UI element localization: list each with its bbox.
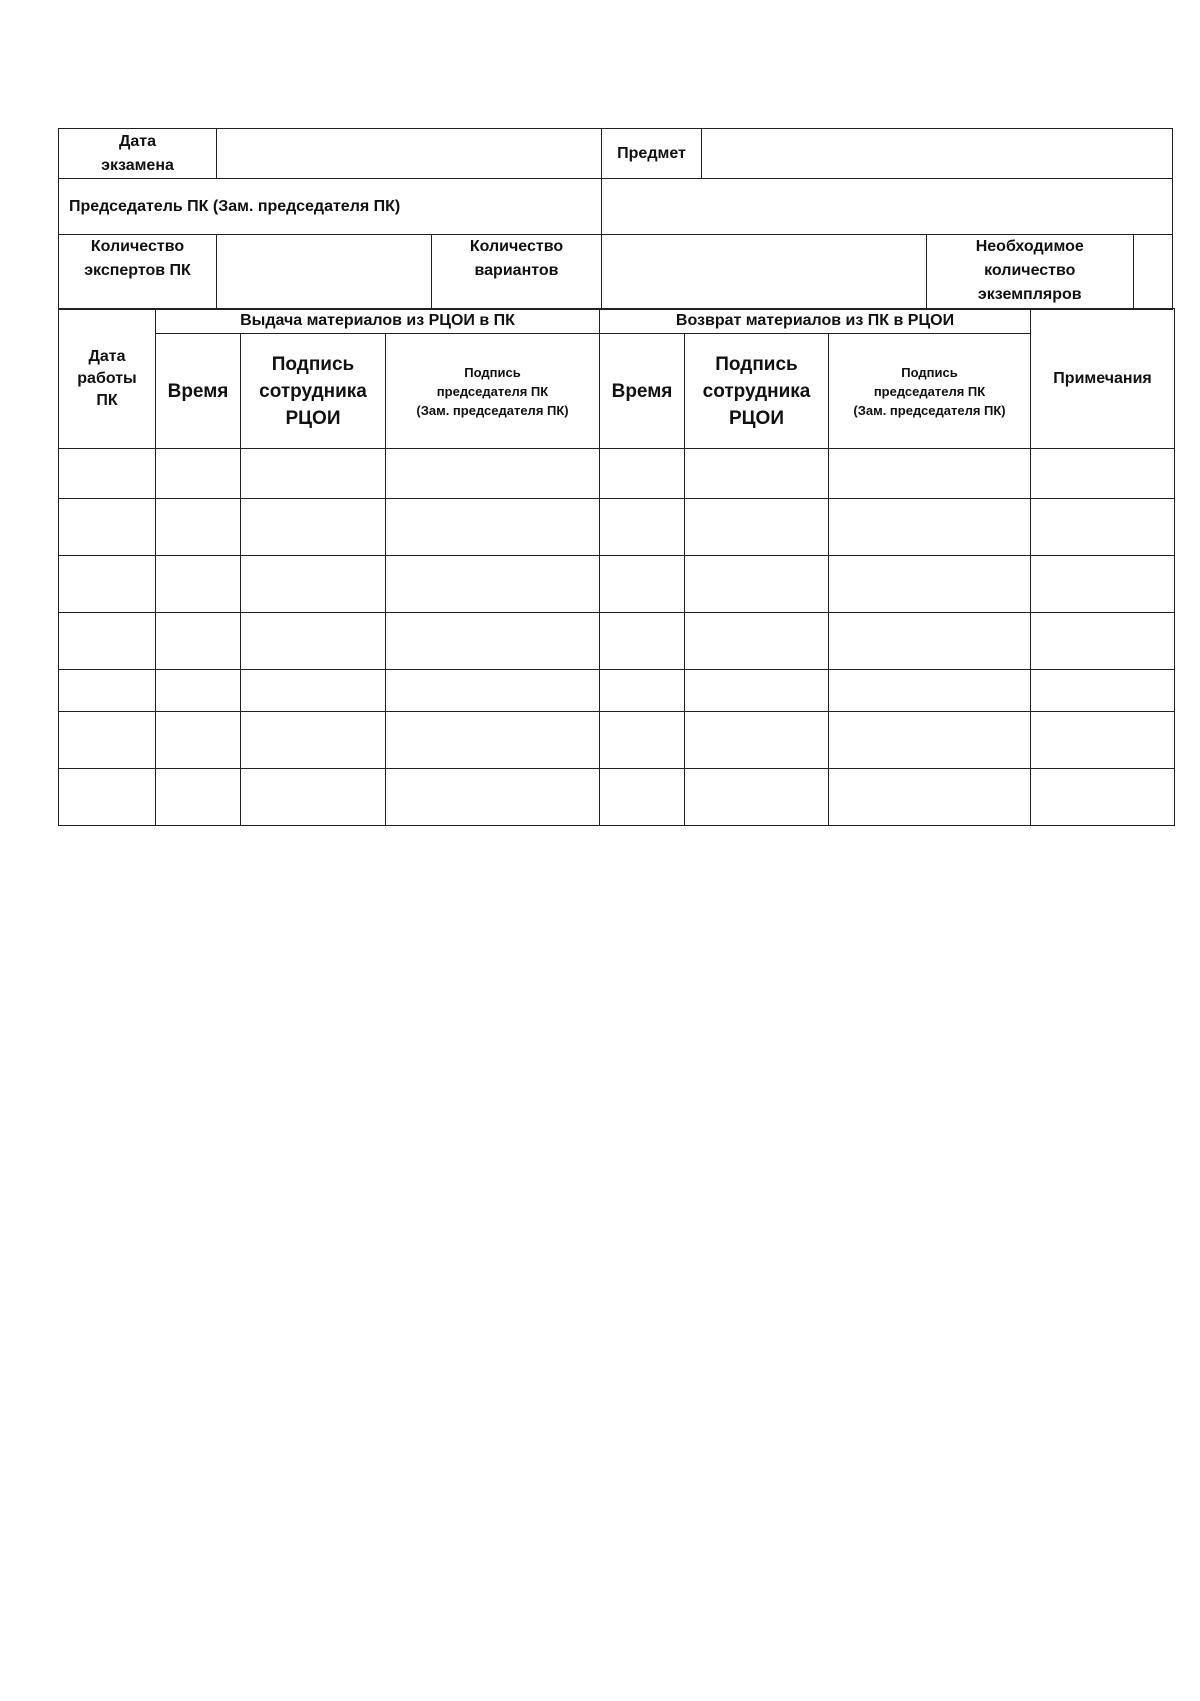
table-cell[interactable] xyxy=(156,556,241,613)
experts-count-label: Количество экспертов ПК xyxy=(59,235,217,310)
issue-group-header: Выдача материалов из РЦОИ в ПК xyxy=(156,309,600,334)
table-cell[interactable] xyxy=(241,556,386,613)
table-row xyxy=(59,769,1175,826)
table-cell[interactable] xyxy=(1031,769,1175,826)
table-cell[interactable] xyxy=(59,556,156,613)
table-cell[interactable] xyxy=(59,769,156,826)
table-cell[interactable] xyxy=(59,613,156,670)
copies-needed-inner xyxy=(927,235,1173,309)
return-chairman-signature-line2: председателя ПК xyxy=(873,383,986,399)
table-cell[interactable] xyxy=(386,499,600,556)
return-time-header: Время xyxy=(600,334,685,449)
table-cell[interactable] xyxy=(600,449,685,499)
exam-date-label: Дата экзамена xyxy=(59,129,217,179)
return-group-header: Возврат материалов из ПК в РЦОИ xyxy=(600,309,1031,334)
table-cell[interactable] xyxy=(685,613,829,670)
table-cell[interactable] xyxy=(156,769,241,826)
table-cell[interactable] xyxy=(1031,670,1175,712)
table-cell[interactable] xyxy=(685,712,829,769)
subject-field[interactable] xyxy=(702,129,1173,179)
table-cell[interactable] xyxy=(1031,499,1175,556)
table-row xyxy=(59,712,1175,769)
table-cell[interactable] xyxy=(59,712,156,769)
table-cell[interactable] xyxy=(156,449,241,499)
table-cell[interactable] xyxy=(386,556,600,613)
table-cell[interactable] xyxy=(59,670,156,712)
table-cell[interactable] xyxy=(600,712,685,769)
table-cell[interactable] xyxy=(829,712,1031,769)
exam-info-table xyxy=(58,128,1173,310)
notes-header: Примечания xyxy=(1031,309,1175,449)
exam-date-field[interactable] xyxy=(217,129,602,179)
return-chairman-signature-line1: Подпись xyxy=(901,364,958,380)
table-cell[interactable] xyxy=(386,769,600,826)
table-cell[interactable] xyxy=(386,613,600,670)
issue-staff-signature-header: Подпись сотрудника РЦОИ xyxy=(241,334,386,449)
table-cell[interactable] xyxy=(156,613,241,670)
table-cell[interactable] xyxy=(1031,613,1175,670)
table-cell[interactable] xyxy=(600,670,685,712)
table-cell[interactable] xyxy=(241,449,386,499)
table-cell[interactable] xyxy=(829,556,1031,613)
return-staff-signature-header: Подпись сотрудника РЦОИ xyxy=(685,334,829,449)
table-cell[interactable] xyxy=(685,449,829,499)
return-chairman-signature-header xyxy=(829,334,1031,449)
issue-chairman-signature-line1: Подпись xyxy=(464,364,521,380)
table-cell[interactable] xyxy=(156,499,241,556)
table-cell[interactable] xyxy=(386,670,600,712)
table-row xyxy=(59,449,1175,499)
issue-chairman-signature-header xyxy=(386,334,600,449)
work-date-header: Дата работы ПК xyxy=(59,309,156,449)
table-cell[interactable] xyxy=(241,670,386,712)
table-cell[interactable] xyxy=(59,449,156,499)
table-cell[interactable] xyxy=(685,769,829,826)
variants-count-label: Количество вариантов xyxy=(432,235,602,310)
table-cell[interactable] xyxy=(1031,712,1175,769)
copies-needed-label: Необходимое количество экземпляров xyxy=(927,235,1133,309)
table-cell[interactable] xyxy=(685,499,829,556)
table-cell[interactable] xyxy=(600,613,685,670)
table-cell[interactable] xyxy=(386,449,600,499)
chairman-field[interactable] xyxy=(602,179,1173,235)
experts-count-field[interactable] xyxy=(217,235,432,310)
chairman-label: Председатель ПК (Зам. председателя ПК) xyxy=(59,179,602,235)
table-cell[interactable] xyxy=(829,670,1031,712)
table-row xyxy=(59,670,1175,712)
table-cell[interactable] xyxy=(685,670,829,712)
table-cell[interactable] xyxy=(241,712,386,769)
table-cell[interactable] xyxy=(829,499,1031,556)
table-cell[interactable] xyxy=(241,769,386,826)
copies-needed-field[interactable] xyxy=(1133,235,1173,309)
issue-chairman-signature-line2: председателя ПК xyxy=(436,383,549,399)
issue-chairman-signature-line3: (Зам. председателя ПК) xyxy=(416,402,569,418)
table-cell[interactable] xyxy=(241,613,386,670)
table-cell[interactable] xyxy=(600,769,685,826)
table-row xyxy=(59,556,1175,613)
table-cell[interactable] xyxy=(1031,449,1175,499)
variants-count-field[interactable] xyxy=(602,235,927,310)
table-cell[interactable] xyxy=(156,670,241,712)
copies-needed-cell xyxy=(927,235,1173,310)
table-row xyxy=(59,613,1175,670)
table-cell[interactable] xyxy=(829,769,1031,826)
table-cell[interactable] xyxy=(241,499,386,556)
table-cell[interactable] xyxy=(386,712,600,769)
log-rows xyxy=(59,449,1175,826)
table-cell[interactable] xyxy=(59,499,156,556)
table-cell[interactable] xyxy=(829,449,1031,499)
return-chairman-signature-line3: (Зам. председателя ПК) xyxy=(853,402,1006,418)
table-cell[interactable] xyxy=(829,613,1031,670)
table-cell[interactable] xyxy=(600,556,685,613)
subject-label: Предмет xyxy=(602,129,702,179)
table-row xyxy=(59,499,1175,556)
table-cell[interactable] xyxy=(156,712,241,769)
table-cell[interactable] xyxy=(600,499,685,556)
issue-time-header: Время xyxy=(156,334,241,449)
materials-log-table xyxy=(58,308,1175,826)
table-cell[interactable] xyxy=(685,556,829,613)
table-cell[interactable] xyxy=(1031,556,1175,613)
